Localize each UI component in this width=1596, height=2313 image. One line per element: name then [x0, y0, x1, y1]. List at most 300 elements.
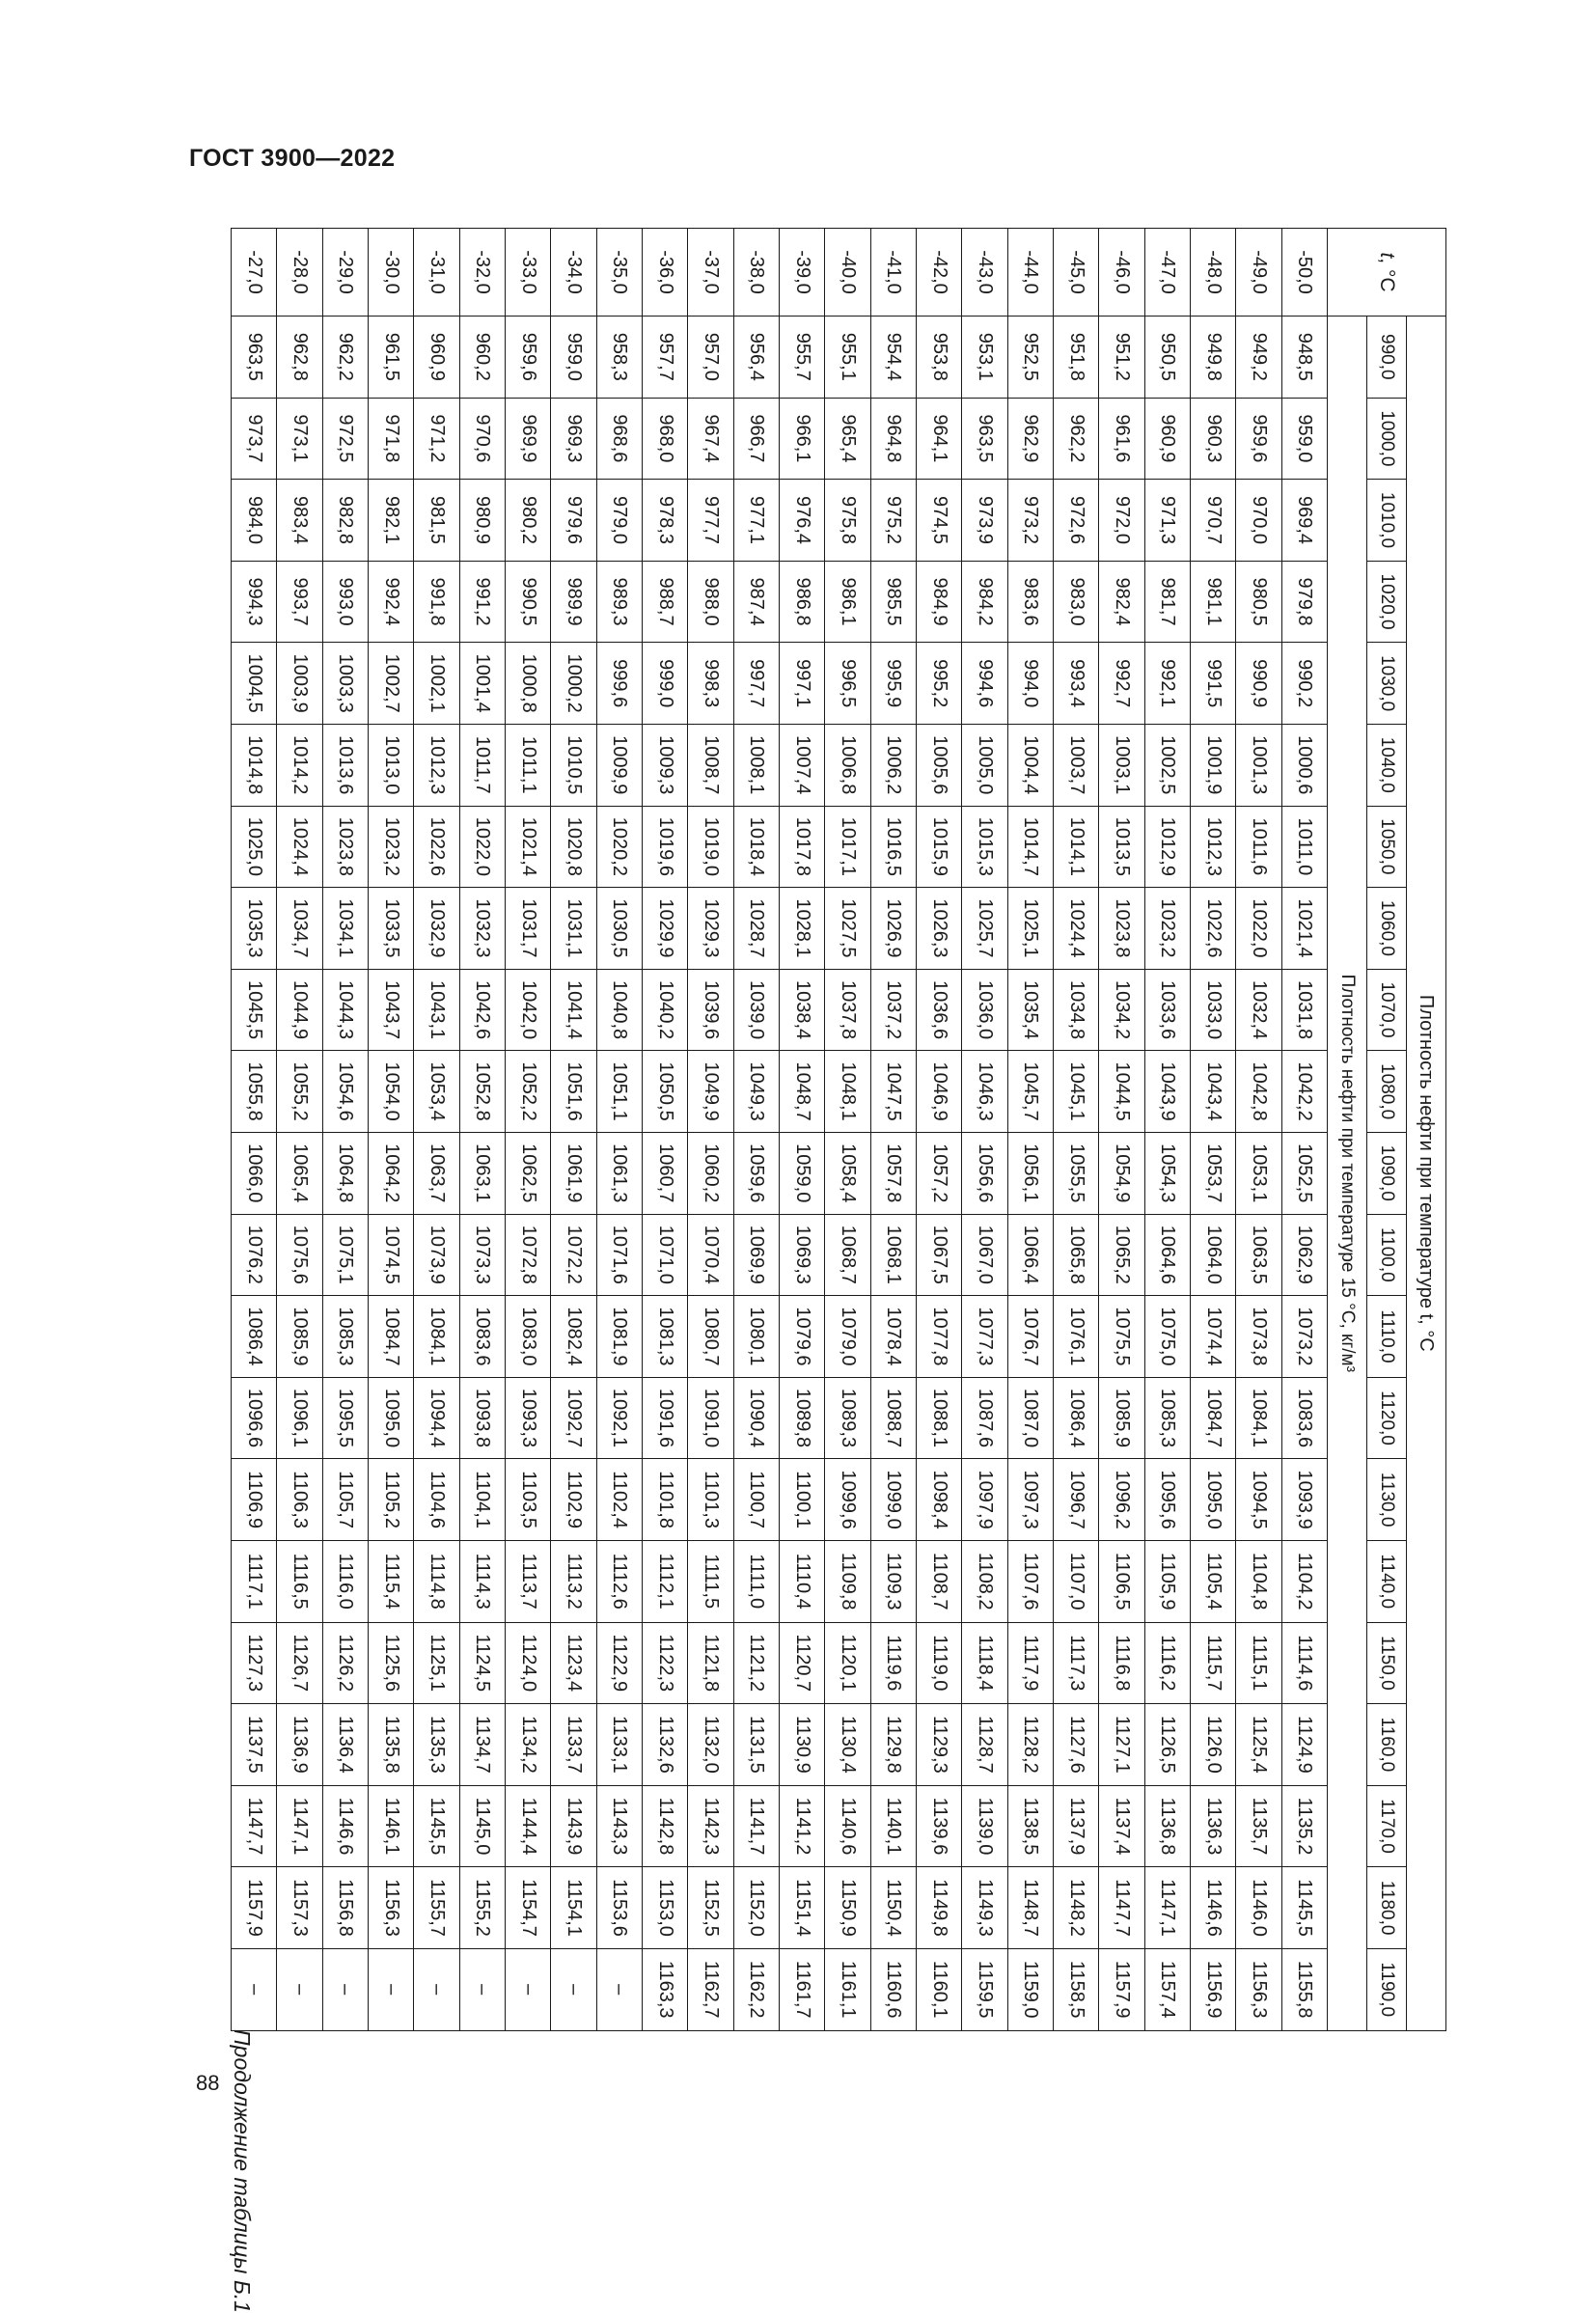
density-cell: 1026,3 [917, 888, 962, 970]
density-cell: 1003,9 [277, 643, 322, 725]
density-cell: 999,0 [643, 643, 688, 725]
density-cell: 951,8 [1054, 317, 1099, 399]
table-row [1144, 229, 1190, 2031]
density-cell: 1063,5 [1236, 1214, 1281, 1296]
density-cell: 1022,6 [1191, 888, 1236, 970]
density-cell: 1007,4 [780, 724, 825, 806]
density-cell: 970,6 [459, 398, 505, 480]
density-cell: 1105,2 [369, 1459, 414, 1541]
density-cell: 960,3 [1191, 398, 1236, 480]
row-temperature: -32,0 [459, 229, 505, 317]
density-cell: 982,1 [369, 480, 414, 562]
density-cell: 1077,3 [962, 1296, 1007, 1378]
row-temperature: -46,0 [1099, 229, 1144, 317]
density-cell: 1137,9 [1054, 1785, 1099, 1867]
density-cell: – [277, 1948, 322, 2030]
density-cell: 993,4 [1054, 643, 1099, 725]
table-row [232, 229, 277, 2031]
density-cell: 1005,6 [917, 724, 962, 806]
density-cell: 1060,2 [688, 1132, 733, 1214]
density-cell: 980,9 [459, 480, 505, 562]
density-cell: 980,2 [506, 480, 551, 562]
density-cell: 1066,4 [1007, 1214, 1053, 1296]
density-cell: 1149,8 [917, 1867, 962, 1949]
density-cell: 1042,8 [1236, 1051, 1281, 1133]
density-cell: 1112,1 [643, 1540, 688, 1622]
page-number: 88 [196, 2071, 220, 2095]
density-cell: 987,4 [733, 561, 779, 643]
density-cell: 1033,0 [1191, 969, 1236, 1051]
density-cell: 977,1 [733, 480, 779, 562]
table-row [643, 229, 688, 2031]
density-cell: 1127,1 [1099, 1704, 1144, 1786]
density-cell: 1157,9 [232, 1867, 277, 1949]
density-cell: 1133,1 [596, 1704, 642, 1786]
density-cell: 953,8 [917, 317, 962, 399]
density-cell: 1100,1 [780, 1459, 825, 1541]
density-cell: 1152,5 [688, 1867, 733, 1949]
density-cell: 991,5 [1191, 643, 1236, 725]
density-cell: 959,0 [1281, 398, 1327, 480]
density-cell: 1004,5 [232, 643, 277, 725]
density-cell: 972,0 [1099, 480, 1144, 562]
group-header-top: Плотность нефти при температуре t, °C [1407, 317, 1446, 2031]
density-cell: 1054,9 [1099, 1132, 1144, 1214]
density-cell: 950,5 [1144, 317, 1190, 399]
density-cell: 1042,6 [459, 969, 505, 1051]
density-cell: 985,5 [870, 561, 916, 643]
density-cell: 1044,9 [277, 969, 322, 1051]
density-cell: 996,5 [825, 643, 870, 725]
density-cell: 1053,4 [414, 1051, 459, 1133]
density-cell: 1095,0 [1191, 1459, 1236, 1541]
density-cell: 1017,8 [780, 806, 825, 888]
density-cell: 1128,2 [1007, 1704, 1053, 1786]
density-cell: 1011,0 [1281, 806, 1327, 888]
density-cell: 1093,9 [1281, 1459, 1327, 1541]
density-cell: 980,5 [1236, 561, 1281, 643]
density-cell: 981,5 [414, 480, 459, 562]
density-cell: 1075,5 [1099, 1296, 1144, 1378]
density-cell: 1042,0 [506, 969, 551, 1051]
density-cell: 989,3 [596, 561, 642, 643]
density-cell: 1006,8 [825, 724, 870, 806]
density-cell: 1016,5 [870, 806, 916, 888]
density-cell: 1044,5 [1099, 1051, 1144, 1133]
density-cell: 955,1 [825, 317, 870, 399]
table-row [1054, 229, 1099, 2031]
density-cell: 1161,1 [825, 1948, 870, 2030]
density-cell: 1052,8 [459, 1051, 505, 1133]
density-cell: 975,8 [825, 480, 870, 562]
table-row [780, 229, 825, 2031]
density-cell: 1062,9 [1281, 1214, 1327, 1296]
density-cell: 969,3 [551, 398, 596, 480]
density-cell: 1104,2 [1281, 1540, 1327, 1622]
density-cell: 1034,8 [1054, 969, 1099, 1051]
density-cell: 994,3 [232, 561, 277, 643]
density-cell: 1122,9 [596, 1622, 642, 1704]
density-cell: 981,1 [1191, 561, 1236, 643]
density-cell: 963,5 [232, 317, 277, 399]
density-cell: 1012,3 [1191, 806, 1236, 888]
density-cell: 1143,9 [551, 1785, 596, 1867]
density-cell: 1113,7 [506, 1540, 551, 1622]
density-cell: 1157,4 [1144, 1948, 1190, 2030]
row-temperature: -33,0 [506, 229, 551, 317]
density-cell: 1112,6 [596, 1540, 642, 1622]
column-header: 1050,0 [1367, 806, 1407, 888]
table-row [962, 229, 1007, 2031]
density-cell: 1074,4 [1191, 1296, 1236, 1378]
density-cell: 1157,3 [277, 1867, 322, 1949]
density-cell: 962,8 [277, 317, 322, 399]
density-cell: 1116,2 [1144, 1622, 1190, 1704]
density-cell: 1065,8 [1054, 1214, 1099, 1296]
table-row [917, 229, 962, 2031]
density-cell: 1143,3 [596, 1785, 642, 1867]
density-cell: 1149,3 [962, 1867, 1007, 1949]
density-cell: 1159,0 [1007, 1948, 1053, 2030]
density-cell: 1146,6 [1191, 1867, 1236, 1949]
density-cell: 963,5 [962, 398, 1007, 480]
density-cell: 974,5 [917, 480, 962, 562]
density-cell: 1135,7 [1236, 1785, 1281, 1867]
density-cell: 1148,2 [1054, 1867, 1099, 1949]
density-cell: 1055,5 [1054, 1132, 1099, 1214]
density-cell: 1013,0 [369, 724, 414, 806]
density-cell: 969,4 [1281, 480, 1327, 562]
column-header: 1190,0 [1367, 1948, 1407, 2030]
density-cell: 1068,1 [870, 1214, 916, 1296]
density-cell: 982,8 [322, 480, 368, 562]
density-cell: 1106,3 [277, 1459, 322, 1541]
density-cell: 1045,1 [1054, 1051, 1099, 1133]
density-cell: 960,9 [414, 317, 459, 399]
density-cell: 1158,5 [1054, 1948, 1099, 2030]
density-cell: 962,9 [1007, 398, 1053, 480]
table-row [1236, 229, 1281, 2031]
table-row [1007, 229, 1053, 2031]
density-cell: 1052,2 [506, 1051, 551, 1133]
density-cell: 1019,0 [688, 806, 733, 888]
density-cell: 1127,6 [1054, 1704, 1099, 1786]
density-cell: 1135,8 [369, 1704, 414, 1786]
row-temperature: -36,0 [643, 229, 688, 317]
density-cell: 1054,0 [369, 1051, 414, 1133]
density-cell: 1121,2 [733, 1622, 779, 1704]
density-cell: 1159,5 [962, 1948, 1007, 2030]
row-temperature: -43,0 [962, 229, 1007, 317]
density-cell: 1085,9 [1099, 1377, 1144, 1459]
density-cell: 1011,7 [459, 724, 505, 806]
density-cell: 1071,6 [596, 1214, 642, 1296]
density-cell: 1106,5 [1099, 1540, 1144, 1622]
density-cell: 1127,3 [232, 1622, 277, 1704]
density-cell: – [551, 1948, 596, 2030]
density-cell: 984,9 [917, 561, 962, 643]
table-row [825, 229, 870, 2031]
density-cell: 999,6 [596, 643, 642, 725]
density-cell: 979,6 [551, 480, 596, 562]
table-row [733, 229, 779, 2031]
density-cell: 1142,3 [688, 1785, 733, 1867]
density-cell: 1079,0 [825, 1296, 870, 1378]
density-cell: 955,7 [780, 317, 825, 399]
density-cell: 1064,2 [369, 1132, 414, 1214]
density-cell: 972,5 [322, 398, 368, 480]
density-cell: 1076,7 [1007, 1296, 1053, 1378]
density-cell: 978,3 [643, 480, 688, 562]
density-cell: 1073,8 [1236, 1296, 1281, 1378]
density-cell: 961,5 [369, 317, 414, 399]
density-cell: 1035,4 [1007, 969, 1053, 1051]
column-header: 1110,0 [1367, 1296, 1407, 1378]
density-cell: 1062,5 [506, 1132, 551, 1214]
table-body [232, 229, 1328, 2031]
density-cell: 1087,0 [1007, 1377, 1053, 1459]
column-header: 1180,0 [1367, 1867, 1407, 1949]
density-cell: 1036,0 [962, 969, 1007, 1051]
density-cell: 1092,1 [596, 1377, 642, 1459]
density-cell: 1114,6 [1281, 1622, 1327, 1704]
density-cell: 1064,8 [322, 1132, 368, 1214]
table-row [1281, 229, 1327, 2031]
density-cell: 1096,2 [1099, 1459, 1144, 1541]
density-cell: 1154,7 [506, 1867, 551, 1949]
density-cell: 984,2 [962, 561, 1007, 643]
density-cell: – [459, 1948, 505, 2030]
density-cell: 1125,6 [369, 1622, 414, 1704]
density-cell: 1009,9 [596, 724, 642, 806]
density-cell: 1133,7 [551, 1704, 596, 1786]
density-cell: 1137,4 [1099, 1785, 1144, 1867]
density-cell: 964,8 [870, 398, 916, 480]
density-cell: 1088,7 [870, 1377, 916, 1459]
density-cell: 1102,9 [551, 1459, 596, 1541]
density-cell: 1053,1 [1236, 1132, 1281, 1214]
density-cell: 1095,0 [369, 1377, 414, 1459]
density-cell: 1060,7 [643, 1132, 688, 1214]
column-header: 990,0 [1367, 317, 1407, 399]
density-cell: 986,1 [825, 561, 870, 643]
density-cell: 1064,0 [1191, 1214, 1236, 1296]
density-cell: 1093,3 [506, 1377, 551, 1459]
density-cell: 1083,6 [1281, 1377, 1327, 1459]
density-cell: 1032,3 [459, 888, 505, 970]
density-cell: 1116,8 [1099, 1622, 1144, 1704]
table-row [1099, 229, 1144, 2031]
density-cell: 1097,9 [962, 1459, 1007, 1541]
density-cell: 1119,6 [870, 1622, 916, 1704]
density-cell: 1003,7 [1054, 724, 1099, 806]
density-cell: 990,5 [506, 561, 551, 643]
density-cell: 1067,0 [962, 1214, 1007, 1296]
density-cell: 1153,0 [643, 1867, 688, 1949]
density-cell: 1013,5 [1099, 806, 1144, 888]
density-cell: 1096,1 [277, 1377, 322, 1459]
density-cell: 1083,0 [506, 1296, 551, 1378]
density-cell: 1048,7 [780, 1051, 825, 1133]
density-cell: 1118,4 [962, 1622, 1007, 1704]
density-cell: 1081,9 [596, 1296, 642, 1378]
density-cell: 1105,4 [1191, 1540, 1236, 1622]
density-cell: 988,0 [688, 561, 733, 643]
density-cell: 1042,2 [1281, 1051, 1327, 1133]
density-cell: 1033,6 [1144, 969, 1190, 1051]
density-cell: 1160,1 [917, 1948, 962, 2030]
density-cell: 1156,8 [322, 1867, 368, 1949]
row-temperature: -29,0 [322, 229, 368, 317]
density-cell: 1116,0 [322, 1540, 368, 1622]
density-cell: 1144,4 [506, 1785, 551, 1867]
density-cell: 1126,5 [1144, 1704, 1190, 1786]
density-cell: 1031,1 [551, 888, 596, 970]
density-cell: 1023,2 [369, 806, 414, 888]
density-cell: 1117,9 [1007, 1622, 1053, 1704]
density-cell: 1136,8 [1144, 1785, 1190, 1867]
density-cell: 1048,1 [825, 1051, 870, 1133]
density-cell: 960,2 [459, 317, 505, 399]
column-header: 1090,0 [1367, 1132, 1407, 1214]
density-cell: 990,2 [1281, 643, 1327, 725]
density-cell: 1075,0 [1144, 1296, 1190, 1378]
column-header: 1060,0 [1367, 888, 1407, 970]
density-cell: 1071,0 [643, 1214, 688, 1296]
density-cell: 983,6 [1007, 561, 1053, 643]
density-cell: 973,9 [962, 480, 1007, 562]
density-cell: 982,4 [1099, 561, 1144, 643]
density-cell: 1094,4 [414, 1377, 459, 1459]
density-cell: 953,1 [962, 317, 1007, 399]
density-cell: 1031,7 [506, 888, 551, 970]
density-cell: 984,0 [232, 480, 277, 562]
table-row [1191, 229, 1236, 2031]
density-cell: 1039,6 [688, 969, 733, 1051]
density-cell: 1034,2 [1099, 969, 1144, 1051]
density-cell: 1162,7 [688, 1948, 733, 2030]
density-cell: 1096,6 [232, 1377, 277, 1459]
density-cell: 1135,2 [1281, 1785, 1327, 1867]
density-cell: 1153,6 [596, 1867, 642, 1949]
density-cell: 1124,0 [506, 1622, 551, 1704]
density-cell: 1147,7 [232, 1785, 277, 1867]
density-cell: 1032,9 [414, 888, 459, 970]
density-cell: 1012,3 [414, 724, 459, 806]
density-cell: 957,0 [688, 317, 733, 399]
density-cell: 1160,6 [870, 1948, 916, 2030]
density-cell: 1063,7 [414, 1132, 459, 1214]
density-cell: 1107,6 [1007, 1540, 1053, 1622]
column-header: 1020,0 [1367, 561, 1407, 643]
density-cell: 1028,1 [780, 888, 825, 970]
density-cell: 1105,9 [1144, 1540, 1190, 1622]
density-cell: 1009,3 [643, 724, 688, 806]
density-cell: 1084,7 [369, 1296, 414, 1378]
density-cell: 1014,2 [277, 724, 322, 806]
density-cell: 992,7 [1099, 643, 1144, 725]
density-cell: 961,6 [1099, 398, 1144, 480]
density-cell: 994,6 [962, 643, 1007, 725]
density-cell: 1004,4 [1007, 724, 1053, 806]
density-cell: 1045,5 [232, 969, 277, 1051]
density-cell: 1129,8 [870, 1704, 916, 1786]
density-cell: 1085,3 [1144, 1377, 1190, 1459]
density-cell: 949,8 [1191, 317, 1236, 399]
row-temperature: -39,0 [780, 229, 825, 317]
density-cell: 1075,1 [322, 1214, 368, 1296]
density-cell: 1147,1 [1144, 1867, 1190, 1949]
density-cell: 1038,4 [780, 969, 825, 1051]
density-cell: 1089,3 [825, 1377, 870, 1459]
density-cell: 1081,3 [643, 1296, 688, 1378]
density-cell: 1000,2 [551, 643, 596, 725]
density-cell: 971,2 [414, 398, 459, 480]
row-temperature: -41,0 [870, 229, 916, 317]
density-cell: 1078,4 [870, 1296, 916, 1378]
density-cell: 1089,8 [780, 1377, 825, 1459]
density-cell: 1139,0 [962, 1785, 1007, 1867]
density-cell: 1103,5 [506, 1459, 551, 1541]
density-cell: 1146,1 [369, 1785, 414, 1867]
density-cell: 1147,1 [277, 1785, 322, 1867]
density-cell: 1070,4 [688, 1214, 733, 1296]
density-cell: 1027,5 [825, 888, 870, 970]
density-cell: 1126,2 [322, 1622, 368, 1704]
density-cell: 954,4 [870, 317, 916, 399]
row-temperature: -45,0 [1054, 229, 1099, 317]
density-cell: 1074,5 [369, 1214, 414, 1296]
density-cell: 973,7 [232, 398, 277, 480]
density-cell: 991,8 [414, 561, 459, 643]
density-cell: 1036,6 [917, 969, 962, 1051]
density-cell: 1018,4 [733, 806, 779, 888]
density-cell: 1092,7 [551, 1377, 596, 1459]
column-header: 1070,0 [1367, 969, 1407, 1051]
density-cell: 1003,1 [1099, 724, 1144, 806]
density-cell: 1131,5 [733, 1704, 779, 1786]
density-cell: 986,8 [780, 561, 825, 643]
density-cell: 1094,5 [1236, 1459, 1281, 1541]
density-cell: 1099,0 [870, 1459, 916, 1541]
density-cell: 1080,1 [733, 1296, 779, 1378]
density-cell: 1013,6 [322, 724, 368, 806]
table-row [322, 229, 368, 2031]
density-cell: 1141,7 [733, 1785, 779, 1867]
density-cell: 973,1 [277, 398, 322, 480]
density-cell: 1008,7 [688, 724, 733, 806]
density-cell: 1152,0 [733, 1867, 779, 1949]
density-cell: 1047,5 [870, 1051, 916, 1133]
density-cell: 1072,8 [506, 1214, 551, 1296]
density-cell: 1096,7 [1054, 1459, 1099, 1541]
density-cell: 1142,8 [643, 1785, 688, 1867]
density-cell: 971,8 [369, 398, 414, 480]
density-cell: 948,5 [1281, 317, 1327, 399]
density-cell: 1059,0 [780, 1132, 825, 1214]
density-cell: 1046,3 [962, 1051, 1007, 1133]
density-cell: 1086,4 [232, 1296, 277, 1378]
density-cell: 1026,9 [870, 888, 916, 970]
density-cell: 1029,3 [688, 888, 733, 970]
density-cell: 1024,4 [277, 806, 322, 888]
density-cell: 1138,5 [1007, 1785, 1053, 1867]
density-cell: 1097,3 [1007, 1459, 1053, 1541]
density-cell: 1024,4 [1054, 888, 1099, 970]
density-cell: 1043,1 [414, 969, 459, 1051]
density-cell: 970,0 [1236, 480, 1281, 562]
density-cell: 1058,4 [825, 1132, 870, 1214]
